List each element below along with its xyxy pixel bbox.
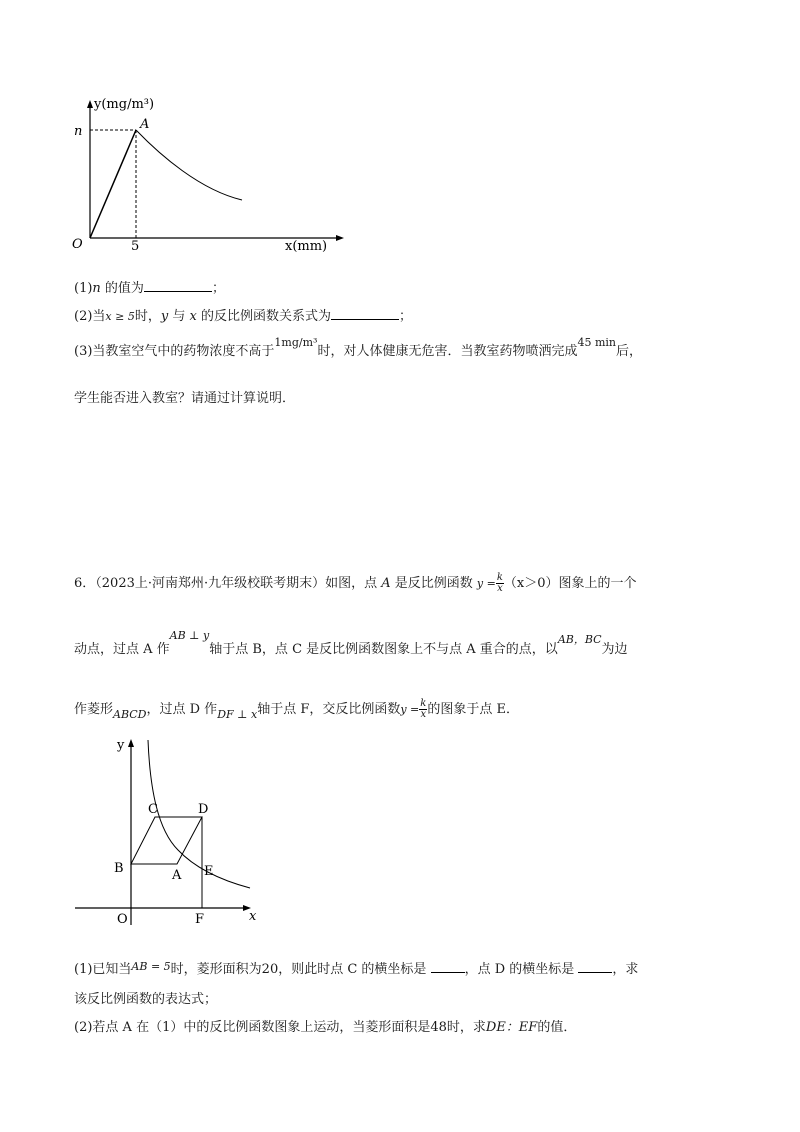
- q6-line3: 作菱形$_{ABCD}$，过点 D 作$_{DF \perp x}$轴于点 F，交反比例函数y = $\frac{k}{x}$ 的图象于点 E．: [74, 698, 519, 721]
- q6-part1: (1)已知当$^{AB = 5}$时，菱形面积为20，则此时点 C 的横坐标是 ，点 D 的横坐标是 ，求: [74, 960, 639, 977]
- q5-part2: (2)当x ≥ 5时，y 与 x 的反比例函数关系式为 ；: [74, 309, 412, 324]
- q6-part2: (2)若点 A 在（1）中的反比例函数图象上运动，当菱形面积是48时，求DE：EF的值．: [74, 1020, 577, 1035]
- fraction-k-over-x: $\frac{k}{x}$: [420, 698, 427, 720]
- fig2-y: y: [117, 738, 125, 753]
- answer-blank-c[interactable]: [431, 960, 465, 973]
- fig2-F: F: [195, 912, 205, 927]
- q5-part1: (1)n 的值为 ；: [74, 281, 225, 296]
- answer-blank[interactable]: [331, 307, 399, 320]
- fig2-x: x: [249, 909, 257, 924]
- y-axis-label: y(mg/m³): [94, 97, 155, 112]
- q5-part3-line2: 学生能否进入教室？请通过计算说明．: [74, 391, 296, 406]
- fig2-C: C: [148, 802, 158, 817]
- q6-line1: 6．（2023上·河南郑州·九年级校联考期末）如图，点 A 是反比例函数 y = $\frac{k}{x}$ （x＞0）图象上的一个: [74, 572, 637, 594]
- q6-part1-line2: 该反比例函数的表达式；: [74, 992, 218, 1007]
- q5-part3: (3)当教室空气中的药物浓度不高于$^{1mg/m^3}$时，对人体健康无危害．当教室药物喷洒完成$^{45 min}$后，: [74, 336, 643, 359]
- concentration-graph: [60, 90, 350, 260]
- origin-label: O: [72, 237, 83, 252]
- fig2-B: B: [114, 861, 124, 876]
- x-axis-label: x(mm): [285, 239, 328, 254]
- rhombus-graph: [70, 730, 270, 930]
- fig2-O: O: [117, 912, 128, 927]
- point-a-label: A: [140, 117, 150, 132]
- fig2-A: A: [172, 868, 182, 883]
- n-label: n: [74, 124, 83, 139]
- q6-line2: 动点，过点 A 作$^{AB \perp y}$轴于点 B，点 C 是反比例函数图象上不与点 A 重合的点，以$^{AB,BC}$为边: [74, 629, 628, 657]
- answer-blank[interactable]: [144, 279, 212, 292]
- fig2-D: D: [198, 802, 209, 817]
- fraction-k-over-x: $\frac{k}{x}$: [496, 572, 503, 594]
- answer-blank-d[interactable]: [578, 960, 612, 973]
- x-tick-5: 5: [131, 239, 140, 254]
- fig2-E: E: [204, 864, 214, 879]
